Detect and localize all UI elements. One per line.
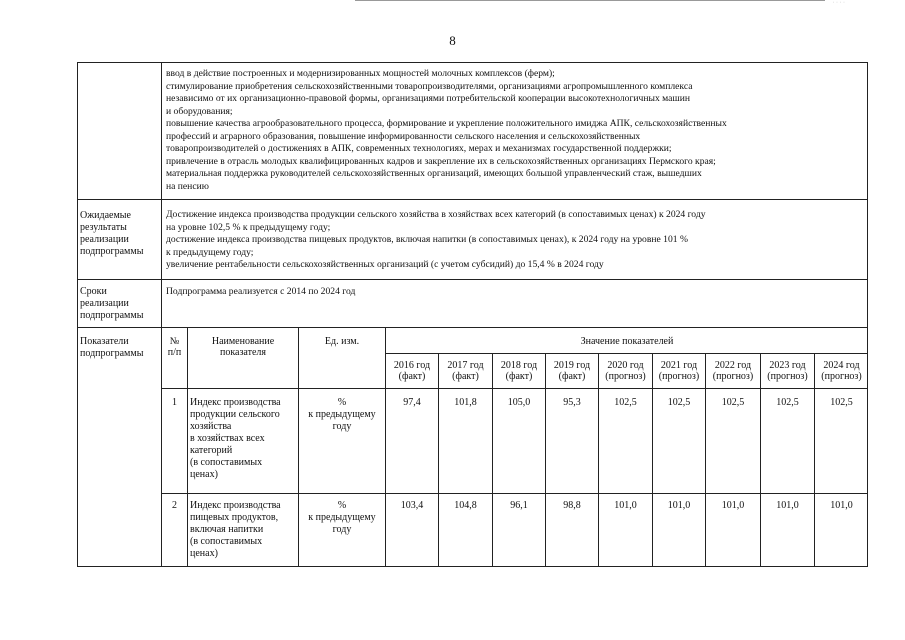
col-divider-year bbox=[492, 353, 493, 567]
indicator-value: 102,5 bbox=[721, 397, 745, 408]
indicator-value: 102,5 bbox=[614, 397, 637, 408]
page-number: 8 bbox=[449, 33, 456, 48]
table-row-divider bbox=[161, 493, 868, 494]
col-divider-year bbox=[760, 353, 761, 567]
indicator-value: 105,0 bbox=[507, 397, 531, 408]
text-line: ввод в действие построенных и модернизированных мощностей молочных комплексов (ферм); bbox=[166, 68, 555, 79]
year-header: 2018 год (факт) bbox=[500, 360, 538, 382]
row-divider bbox=[77, 199, 868, 200]
text-line: к предыдущему году; bbox=[166, 246, 254, 258]
terms-text: Подпрограмма реализуется с 2014 по 2024 год bbox=[166, 286, 356, 297]
header-unit: Ед. изм. bbox=[324, 336, 360, 347]
year-header: 2022 год (прогноз) bbox=[712, 360, 754, 382]
indicator-value: 98,8 bbox=[563, 500, 581, 511]
row-2-num: 2 bbox=[172, 500, 177, 511]
header-values: Значение показателей bbox=[580, 336, 674, 347]
indicators-label: Показатели подпрограммы bbox=[80, 336, 144, 359]
text-line: увеличение рентабельности сельскохозяйственных организаций (с учетом субсидий) до 15,4 % в 2024 году bbox=[166, 259, 604, 270]
text-line: материальная поддержка руководителей сельскохозяйственных организаций, имеющих большой управленческий стаж, вышедших bbox=[166, 168, 702, 179]
header-divider bbox=[385, 353, 868, 354]
header-name: Наименование показателя bbox=[211, 336, 275, 358]
indicator-value: 97,4 bbox=[403, 397, 421, 408]
scan-top-line bbox=[355, 0, 825, 1]
col-divider-year bbox=[705, 353, 706, 567]
continuation-text bbox=[166, 68, 862, 193]
text-line: товаропроизводителей о достижениях в АПК, современных технологиях, мерах и механизмах государственной поддержки; bbox=[166, 143, 672, 154]
text-line: на уровне 102,5 % к предыдущему году; bbox=[166, 221, 331, 233]
text-line: привлечение в отрасль молодых квалифицированных кадров и закрепление их в сельскохозяйственных организациях Пермского края; bbox=[166, 155, 716, 167]
year-header: 2019 год (факт) bbox=[553, 360, 591, 382]
indicator-value: 104,8 bbox=[454, 500, 477, 511]
indicator-value: 101,0 bbox=[776, 500, 799, 511]
label-column-divider bbox=[161, 62, 162, 567]
indicator-value: 101,0 bbox=[614, 500, 637, 511]
terms-label: Сроки реализации подпрограммы bbox=[80, 286, 144, 321]
indicator-value: 95,3 bbox=[563, 397, 581, 408]
year-header: 2017 год (факт) bbox=[447, 360, 484, 382]
text-line: на пенсию bbox=[166, 180, 209, 192]
year-header: 2020 год (прогноз) bbox=[605, 360, 646, 382]
indicator-value: 102,5 bbox=[830, 397, 853, 408]
text-line: профессий и аграрного образования, повышение информированности сельского населения и сельскохозяйственных bbox=[166, 130, 641, 142]
indicator-value: 101,0 bbox=[721, 500, 745, 511]
header-num: № п/п bbox=[167, 336, 182, 358]
indicator-value: 103,4 bbox=[400, 500, 424, 511]
text-line: повышение качества агрообразовательного процесса, формирование и укрепление положительного имиджа АПК, сельскохозяйственных bbox=[166, 118, 727, 129]
col-divider-num bbox=[187, 327, 188, 567]
indicator-value: 102,5 bbox=[776, 397, 799, 408]
text-line: стимулирование приобретения сельскохозяйственными товаропроизводителями, организациями агропромышленного комплекса bbox=[166, 80, 693, 92]
col-divider-year bbox=[545, 353, 546, 567]
indicator-value: 101,0 bbox=[667, 500, 691, 511]
corner-mark: · · · · bbox=[832, 0, 845, 6]
row-2-name: Индекс производства пищевых продуктов, включая напитки (в сопоставимых ценах) bbox=[190, 500, 281, 559]
year-header: 2016 год (факт) bbox=[393, 360, 431, 382]
row-1-name: Индекс производства продукции сельского хозяйства в хозяйствах всех категорий (в сопоставимых ценах) bbox=[190, 397, 281, 480]
text-line: и оборудования; bbox=[166, 105, 233, 117]
row-1-unit: % к предыдущему году bbox=[308, 397, 376, 432]
col-divider-year bbox=[652, 353, 653, 567]
expected-results-label: Ожидаемые результаты реализации подпрограммы bbox=[80, 210, 144, 257]
text-line: независимо от их организационно-правовой формы, организациями потребительской кооперации высокотехнологичных машин bbox=[166, 93, 691, 104]
row-2-unit: % к предыдущему году bbox=[308, 500, 376, 535]
row-divider bbox=[77, 327, 868, 328]
text-line: достижение индекса производства пищевых продуктов, включая напитки (в сопоставимых ценах), к 2024 году на уровне 101 % bbox=[166, 234, 688, 245]
row-1-num: 1 bbox=[172, 397, 177, 408]
row-divider bbox=[77, 279, 868, 280]
indicator-value: 102,5 bbox=[667, 397, 691, 408]
indicator-value: 101,0 bbox=[830, 500, 853, 511]
text-line: Достижение индекса производства продукции сельского хозяйства в хозяйствах всех категорий (в сопоставимых ценах) к 2024 году bbox=[166, 209, 706, 220]
col-divider-year bbox=[598, 353, 599, 567]
year-header: 2023 год (прогноз) bbox=[767, 360, 808, 382]
indicator-value: 96,1 bbox=[510, 500, 528, 511]
expected-results-text bbox=[166, 209, 862, 272]
year-header: 2024 год (прогноз) bbox=[821, 360, 862, 382]
header-bottom-line bbox=[161, 388, 868, 389]
col-divider-year bbox=[814, 353, 815, 567]
indicator-value: 101,8 bbox=[454, 397, 477, 408]
col-divider-year bbox=[438, 353, 439, 567]
year-header: 2021 год (прогноз) bbox=[658, 360, 700, 382]
